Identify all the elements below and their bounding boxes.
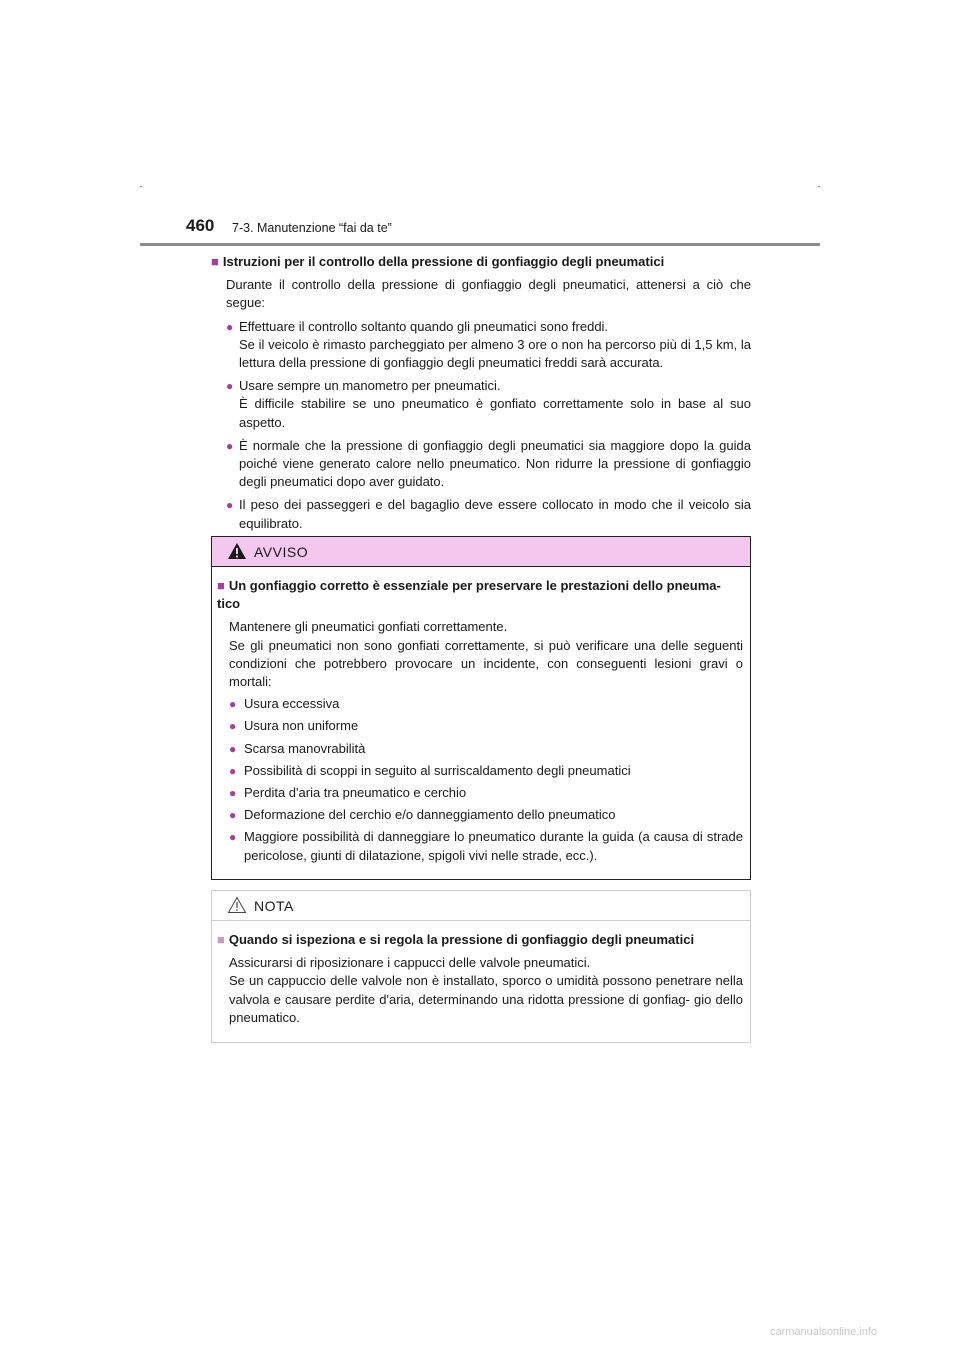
list-item: ● Possibilità di scoppi in seguito al surriscaldamento degli pneumatici [217,762,743,780]
warning-heading: ■ Un gonfiaggio corretto è essenziale per preservare le prestazioni dello pneuma- tico [217,578,721,612]
circle-bullet-icon: ● [229,763,237,778]
circle-bullet-icon: ● [229,719,237,734]
warning-box-header [212,537,750,567]
warning-box-body [212,567,750,879]
circle-bullet-icon: ● [226,319,234,334]
note-heading: ■ Quando si ispeziona e si regola la pressione di gonfiaggio degli pneumatici [217,932,695,947]
square-bullet-icon: ■ [217,932,225,947]
note-box [211,890,751,1043]
warning-label: AVVISO [254,544,309,560]
crop-mark-left [140,186,142,187]
list-item: ● Usura eccessiva [217,695,743,713]
note-text: Assicurarsi di riposizionare i cappucci delle valvole pneumatici. Se un cappuccio delle valvole non è installato, sporco o umidità possono penetrare nella valvola e causare perdite d'aria, determinando una ridotta pressione di gonfiag- gio dello pneumatico. [229,955,743,1025]
list-item: ● È normale che la pressione di gonfiaggio degli pneumatici sia maggiore dopo la guida poiché viene generato calore nello pneumatico. Non ridurre la pressione di gonfiaggio degli pneumatici dopo aver guidato. [226,437,751,490]
list-item: ● Usura non uniforme [217,717,743,735]
caution-triangle-icon [227,896,247,914]
circle-bullet-icon: ● [226,438,234,453]
list-item: ● Maggiore possibilità di danneggiare lo pneumatico durante la guida (a causa di strade pericolose, giunti di dilatazione, spigoli vivi nelle strade, ecc.). [229,829,743,863]
circle-bullet-icon: ● [229,808,237,823]
list-item: ● Scarsa manovrabilità [217,740,743,758]
circle-bullet-icon: ● [229,786,237,801]
watermark-text: carmanualsonline.info [770,1326,878,1338]
warning-triangle-icon [227,542,247,560]
crop-mark-right [818,186,820,187]
page-number: 460 [186,216,215,235]
circle-bullet-icon: ● [229,741,237,756]
square-bullet-icon: ■ [211,254,219,269]
circle-bullet-icon: ● [229,697,237,712]
list-item: ● Il peso dei passeggeri e del bagaglio deve essere collocato in modo che il veicolo sia equilibrato. [226,497,751,531]
warning-intro: Mantenere gli pneumatici gonfiati correttamente. Se gli pneumatici non sono gonfiati correttamente, si può verificare una delle seguenti condizioni che potrebbero provocare un incidente, con conseguenti lesioni gravi o mortali: [229,619,743,690]
header-rule [140,243,820,246]
section-tire-pressure-check [211,253,751,533]
list-item: ● Effettuare il controllo soltanto quando gli pneumatici sono freddi. Se il veicolo è rimasto parcheggiato per almeno 3 ore o non ha percorso più di 1,5 km, la lettura della pressione di gonfiaggio degli pneumatici freddi sarà accurata. [226,318,751,371]
section-intro: Durante il controllo della pressione di gonfiaggio degli pneumatici, attenersi a ciò che segue: [226,277,751,311]
list-item: ● Deformazione del cerchio e/o danneggiamento dello pneumatico [217,806,743,824]
circle-bullet-icon: ● [226,379,234,394]
section-title: 7-3. Manutenzione “fai da te” [232,221,392,235]
note-box-header [212,891,750,921]
square-bullet-icon: ■ [217,578,225,593]
section-heading: ■ Istruzioni per il controllo della pressione di gonfiaggio degli pneumatici [211,254,665,269]
list-item: ● Usare sempre un manometro per pneumatici. È difficile stabilire se uno pneumatico è gonfiato correttamente solo in base al suo aspetto. [226,378,751,430]
note-box-body [212,921,750,1041]
circle-bullet-icon: ● [229,830,237,845]
list-item: ● Perdita d'aria tra pneumatico e cerchio [217,784,743,802]
warning-box [211,536,751,880]
note-label: NOTA [254,898,294,914]
circle-bullet-icon: ● [226,498,234,513]
